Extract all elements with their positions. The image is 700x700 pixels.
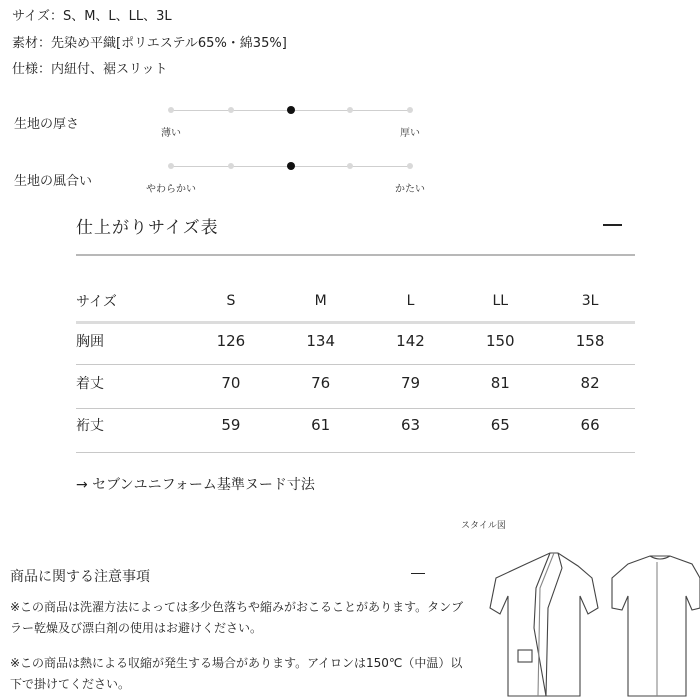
table-row-divider [76, 364, 635, 365]
nude-size-link[interactable]: → セブンユニフォーム基準ヌード寸法 [76, 477, 315, 493]
table-cell: 66 [580, 416, 600, 434]
size-column: 3L [581, 293, 599, 309]
caution-note-iron: ※この商品は熱による収縮が発生する場合があります。アイロンは150℃（中温）以下で掛けてください。 [10, 656, 463, 691]
thickness-step-5 [407, 107, 413, 113]
texture-step-3-selected [287, 162, 295, 170]
table-cell: 126 [216, 332, 246, 350]
texture-step-2 [228, 163, 234, 169]
front-view [490, 553, 598, 696]
size-table-header [76, 282, 635, 320]
table-cell: 79 [400, 374, 421, 392]
table-bottom-divider [76, 452, 635, 453]
spec-material: 素材：先染め平織[ポリエステル65%・綿35%] [12, 36, 287, 51]
style-figure-label: スタイル図 [461, 521, 506, 531]
size-header-label: サイズ [76, 294, 117, 310]
table-cell: 63 [400, 416, 421, 434]
size-chart-collapse-icon[interactable] [603, 224, 622, 226]
table-cell: 158 [575, 332, 605, 350]
texture-step-1 [168, 163, 174, 169]
thickness-min-label: 薄い [161, 128, 181, 139]
table-cell: 61 [311, 416, 331, 434]
thickness-step-3-selected [287, 106, 295, 114]
row-label: 着丈 [76, 376, 104, 392]
table-header-divider [76, 321, 635, 324]
table-cell: 65 [490, 416, 510, 434]
table-row-divider [76, 408, 635, 409]
thickness-max-label: 厚い [400, 128, 420, 139]
table-row-length [76, 362, 635, 404]
table-row-sleeve [76, 404, 635, 446]
caution-title: 商品に関する注意事項 [10, 569, 150, 585]
thickness-step-4 [347, 107, 353, 113]
size-column: LL [492, 293, 509, 309]
caution-note-wash: ※この商品は洗濯方法によっては多少色落ちや縮みがおこることがあります。タンブラー乾燥及び漂白剤の使用はお避けください。 [10, 600, 464, 635]
table-cell: 59 [221, 416, 241, 434]
size-column: M [314, 293, 327, 309]
thickness-step-2 [228, 107, 234, 113]
thickness-label: 生地の厚さ [14, 117, 80, 132]
texture-step-5 [407, 163, 413, 169]
caution-collapse-icon[interactable] [411, 573, 425, 574]
spec-features: 仕様：内紐付、裾スリット [12, 62, 168, 77]
texture-max-label: かたい [395, 184, 425, 195]
table-cell: 150 [485, 332, 515, 350]
table-row-chest [76, 320, 635, 362]
thickness-step-1 [168, 107, 174, 113]
table-cell: 70 [221, 374, 241, 392]
spec-size: サイズ：S、M、L、LL、3L [12, 9, 172, 24]
table-cell: 134 [306, 332, 336, 350]
row-label: 胸囲 [76, 334, 104, 350]
table-cell: 142 [396, 332, 425, 350]
size-chart-divider [76, 254, 635, 256]
jacket-illustration [488, 548, 700, 700]
back-view [612, 556, 700, 696]
size-chart-title: 仕上がりサイズ表 [76, 218, 219, 238]
size-column: S [226, 293, 236, 309]
table-cell: 76 [311, 374, 331, 392]
table-cell: 81 [490, 374, 510, 392]
texture-step-4 [347, 163, 353, 169]
size-column: L [406, 293, 415, 309]
row-label: 裄丈 [76, 418, 104, 434]
texture-label: 生地の風合い [14, 174, 93, 189]
texture-min-label: やわらかい [146, 184, 196, 195]
table-cell: 82 [580, 374, 600, 392]
